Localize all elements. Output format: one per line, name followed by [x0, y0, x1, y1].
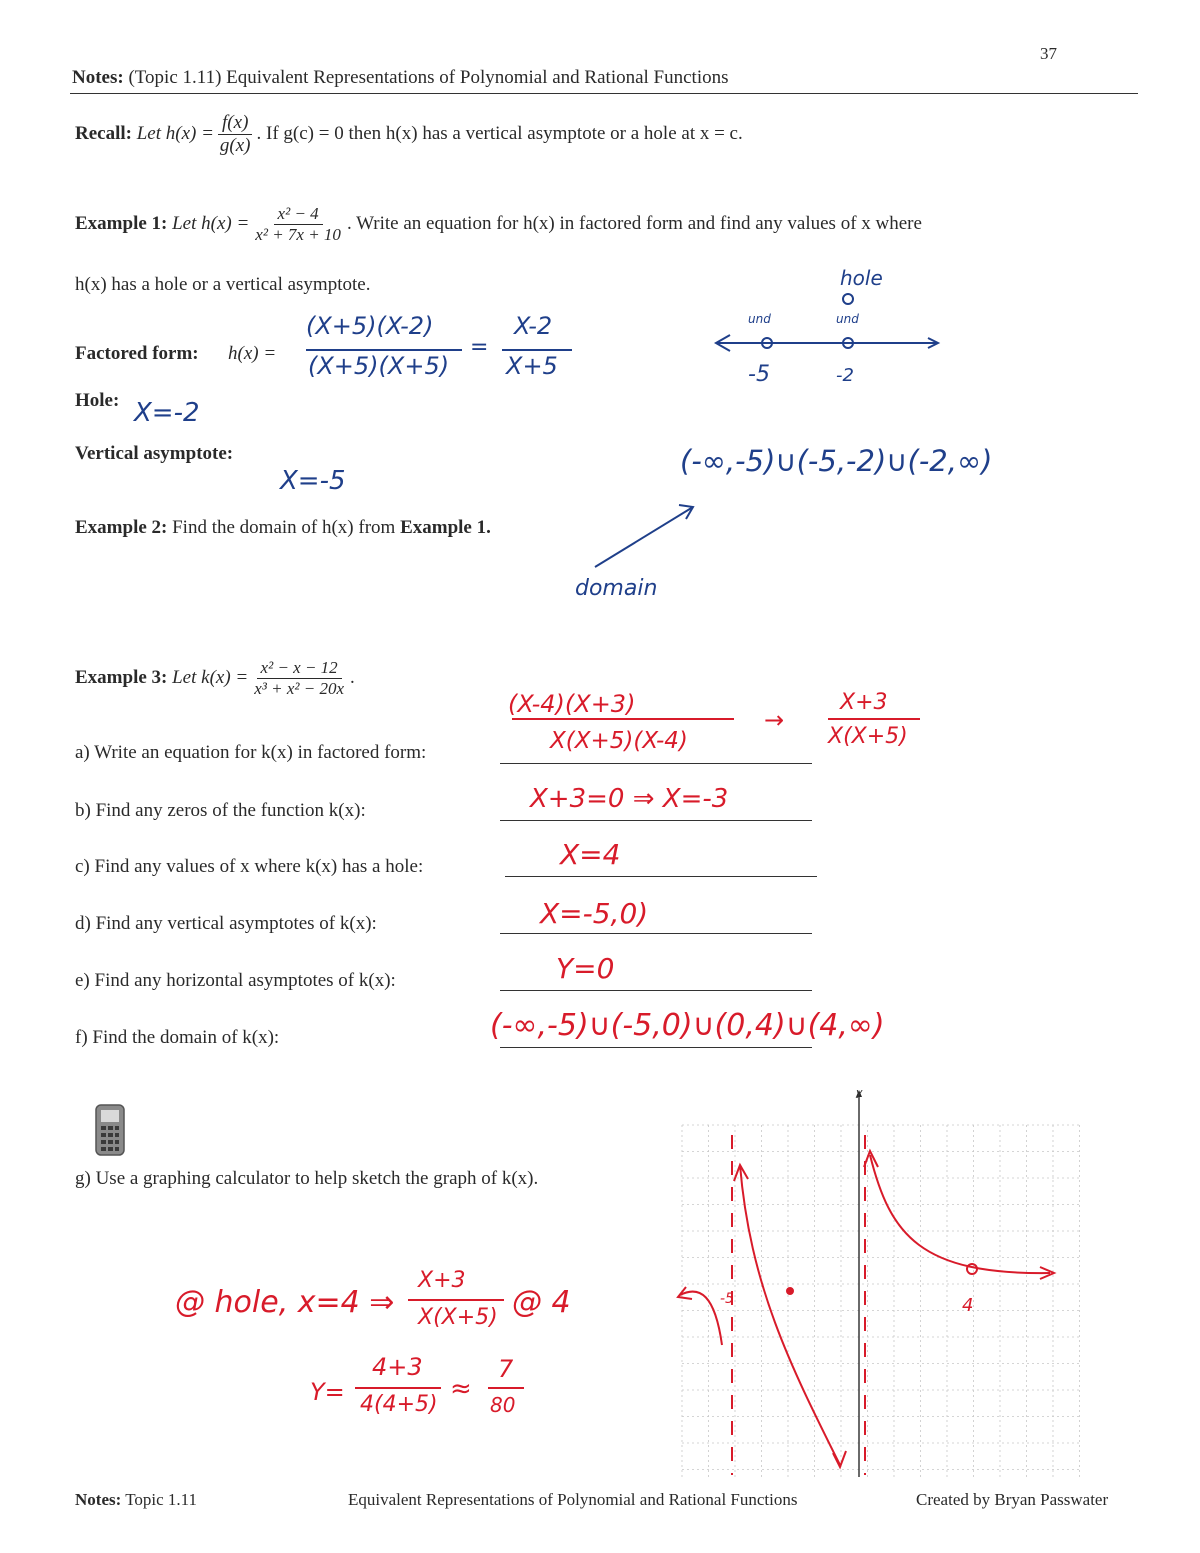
- branch-left: [680, 1292, 722, 1345]
- example2-line: [75, 517, 491, 539]
- question-d: d) Find any vertical asymptotes of k(x):: [75, 913, 377, 934]
- answer-line-c: [505, 876, 817, 877]
- hole-note: hole: [840, 266, 883, 290]
- footer-left-label: Notes:: [75, 1490, 122, 1509]
- header-label: Notes:: [72, 67, 124, 88]
- graph-sketch: [670, 1085, 1090, 1485]
- graph-four-label: 4: [962, 1295, 974, 1316]
- number-line-sketch: [700, 265, 960, 395]
- y-approx: ≈: [450, 1374, 472, 1404]
- f-answer: (-∞,-5)∪(-5,0)∪(0,4)∪(4,∞): [490, 1008, 885, 1043]
- footer-left-text: Topic 1.11: [125, 1490, 198, 1509]
- hole-label: Hole:: [75, 390, 120, 411]
- example1-text: . Write an equation for h(x) in factored form and find any values of x where: [346, 213, 922, 235]
- recall-lead: Let h(x) =: [136, 123, 214, 145]
- b-answer: X+3=0 ⇒ X=-3: [530, 784, 729, 814]
- y-result-bar: [488, 1387, 524, 1389]
- example1-num: x² − 4: [274, 204, 323, 225]
- hole-answer: X=-2: [134, 398, 200, 428]
- a-answer-den: X(X+5)(X-4): [550, 728, 688, 754]
- y-num: 4+3: [372, 1353, 423, 1381]
- question-c: c) Find any values of x where k(x) has a hole:: [75, 856, 424, 877]
- header-rule: [70, 93, 1138, 94]
- answer-line-d: [500, 933, 812, 934]
- factored-label: Factored form:: [75, 343, 199, 364]
- example1-label: Example 1:: [75, 213, 168, 235]
- ex1-domain-answer: (-∞,-5)∪(-5,-2)∪(-2,∞): [680, 444, 993, 478]
- example1-line: [75, 204, 922, 244]
- answer-line-a: [500, 763, 812, 764]
- footer-right: Created by Bryan Passwater: [916, 1490, 1109, 1509]
- ex1-fraction-bar: [306, 349, 462, 351]
- page-number: 37: [1040, 44, 1057, 63]
- va-label: Vertical asymptote:: [75, 443, 234, 464]
- example2-text: Find the domain of h(x) from: [172, 517, 396, 538]
- a-simplified-bar: [828, 718, 920, 720]
- example3-line: Example 3: Let k(x) = $\frac{\text{x² − x − 12}}{\text{x³ + x² − 20x}}$ .: [75, 658, 355, 698]
- domain-note: domain: [575, 576, 658, 601]
- y-result-num: 7: [498, 1355, 514, 1383]
- question-a: a) Write an equation for k(x) in factored form:: [75, 742, 427, 763]
- example3-fraction: [250, 658, 348, 698]
- a-answer-num: (X-4)(X+3): [508, 690, 636, 718]
- a-simplified-den: X(X+5): [828, 724, 908, 749]
- example1-den: x² + 7x + 10: [255, 224, 341, 244]
- factored-lead: h(x) =: [228, 343, 277, 364]
- recall-num: f(x): [218, 112, 252, 135]
- und-label-1: und: [748, 312, 771, 326]
- ex1-factored-den: (X+5)(X+5): [308, 352, 450, 380]
- example3-num: x² − x − 12: [257, 658, 342, 679]
- footer-left: [75, 1490, 197, 1510]
- recall-fraction: [216, 112, 255, 157]
- footer-center: Equivalent Representations of Polynomial and Rational Functions: [348, 1490, 798, 1509]
- e-answer: Y=0: [556, 952, 615, 985]
- ex1-simplified-den: X+5: [506, 352, 558, 380]
- recall-tail: . If g(c) = 0 then h(x) has a vertical asymptote or a hole at x = c.: [256, 123, 743, 145]
- y-bar: [355, 1387, 441, 1389]
- hole-circle: [843, 294, 853, 304]
- numberline-label-neg2: -2: [836, 365, 854, 386]
- graph-neg5-label: -5: [720, 1291, 734, 1307]
- question-e: e) Find any horizontal asymptotes of k(x):: [75, 970, 396, 991]
- ex1-simplified-bar: [502, 349, 572, 351]
- example2-ref: Example 1.: [400, 517, 491, 538]
- example3-den: x³ + x² − 20x: [254, 678, 345, 698]
- a-answer-bar: [512, 718, 734, 720]
- d-answer: X=-5,0): [540, 897, 649, 930]
- numberline-label-neg5: -5: [748, 362, 770, 387]
- ex1-factored-num: (X+5)(X-2): [306, 312, 434, 340]
- page-header: [72, 67, 729, 89]
- example1-text2: h(x) has a hole or a vertical asymptote.: [75, 274, 371, 295]
- hole-work-den: X(X+5): [418, 1305, 498, 1330]
- a-answer-arrow: →: [764, 706, 785, 734]
- question-g: g) Use a graphing calculator to help sketch the graph of k(x).: [75, 1168, 539, 1189]
- und-label-2: und: [836, 312, 859, 326]
- recall-label: Recall:: [75, 123, 132, 145]
- graph-hole-circle: [967, 1264, 977, 1274]
- recall-line: [75, 112, 743, 157]
- a-simplified-num: X+3: [840, 690, 888, 715]
- answer-line-e: [500, 990, 812, 991]
- question-b: b) Find any zeros of the function k(x):: [75, 800, 366, 821]
- y-result-den: 80: [490, 1393, 516, 1417]
- header-title: (Topic 1.11) Equivalent Representations of Polynomial and Rational Functions: [128, 67, 729, 88]
- c-answer: X=4: [560, 838, 621, 871]
- example2-label: Example 2:: [75, 517, 168, 538]
- equals-sign: =: [470, 335, 489, 360]
- answer-line-b: [500, 820, 812, 821]
- hole-work-tail: @ 4: [512, 1285, 571, 1320]
- y-den: 4(4+5): [360, 1392, 438, 1417]
- y-label: Y=: [310, 1378, 345, 1406]
- hole-work-num: X+3: [418, 1268, 466, 1293]
- va-answer: X=-5: [280, 466, 346, 496]
- calculator-icon: [88, 1103, 132, 1159]
- branch-right: [870, 1155, 1050, 1273]
- example3-lead: Let k(x) =: [172, 667, 249, 689]
- answer-line-f: [500, 1047, 812, 1048]
- ex1-simplified-num: X-2: [514, 312, 553, 340]
- graph-y-label: y: [856, 1086, 863, 1099]
- graph-zero-point: [787, 1288, 793, 1294]
- recall-den: g(x): [219, 134, 251, 156]
- branch-middle: [740, 1165, 840, 1465]
- question-f: f) Find the domain of k(x):: [75, 1027, 280, 1048]
- domain-arrow: [585, 495, 705, 575]
- example1-lead: Let h(x) =: [172, 213, 250, 235]
- example3-label: Example 3:: [75, 667, 168, 689]
- example1-fraction: [251, 204, 345, 244]
- hole-work-lead: @ hole, x=4 ⇒: [175, 1285, 395, 1320]
- hole-work-bar: [408, 1299, 504, 1301]
